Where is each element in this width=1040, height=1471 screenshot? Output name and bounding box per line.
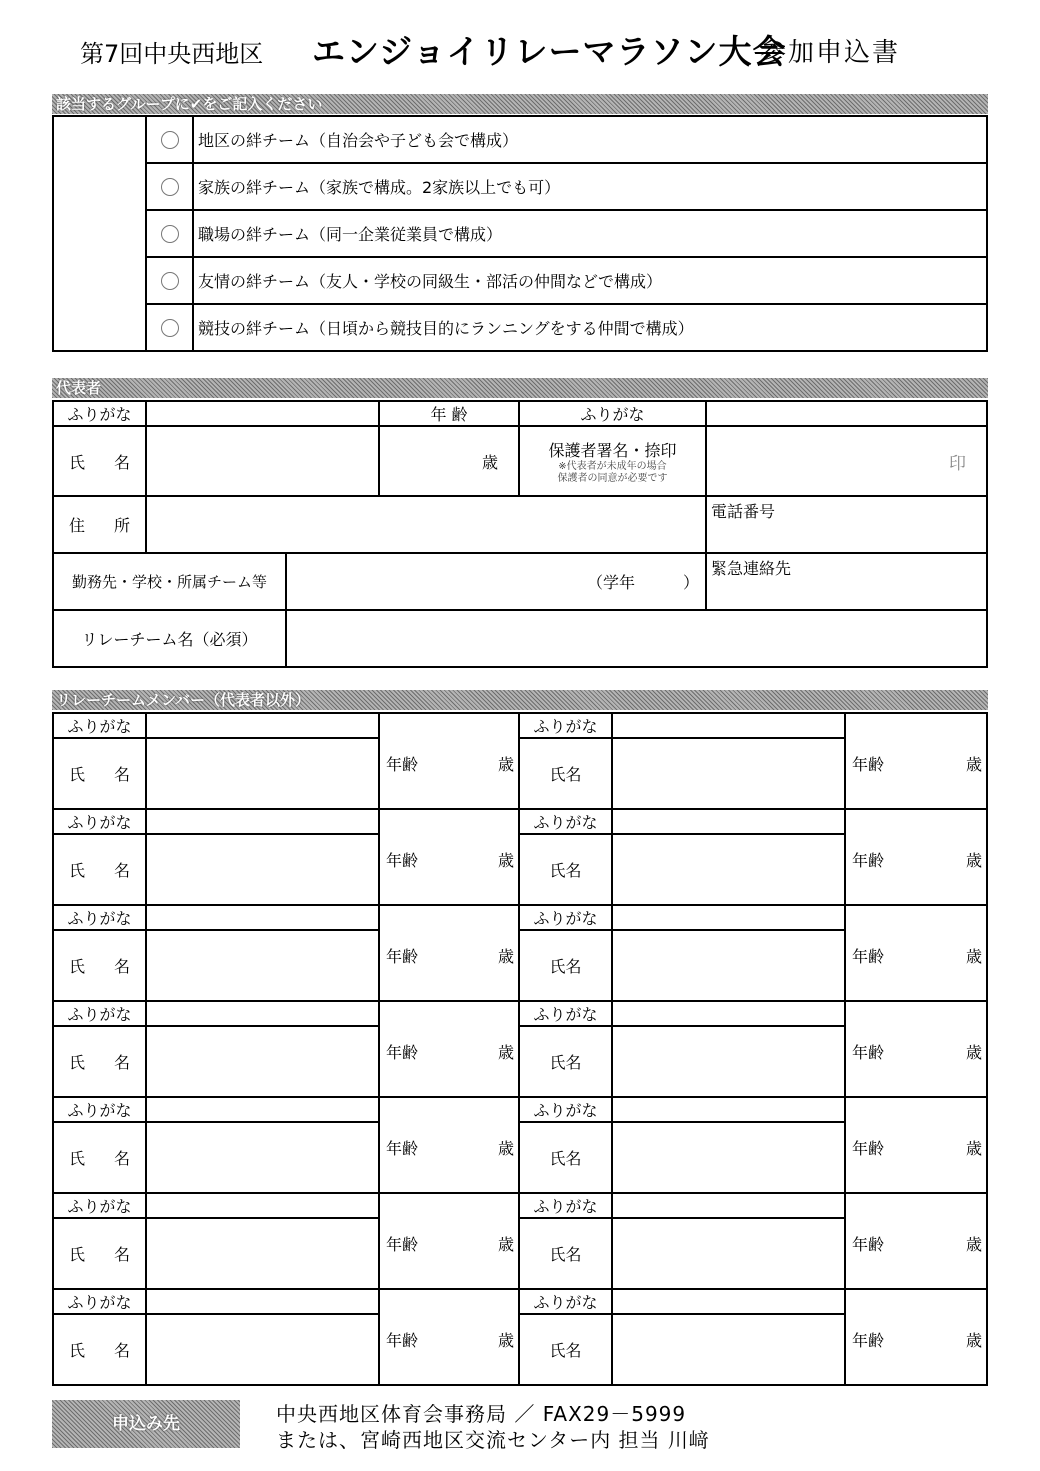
work-label: 勤務先・学校・所属チーム等 — [53, 553, 286, 610]
member-furigana-input[interactable] — [146, 1289, 379, 1314]
member-name-input[interactable] — [612, 738, 845, 809]
stamp-mark: 印 — [949, 453, 966, 474]
member-furigana-label: ふりがな — [53, 905, 146, 930]
team-name-label: リレーチーム名（必須） — [53, 610, 286, 667]
title-suffix: 参加申込書 — [760, 38, 901, 68]
member-age-input[interactable] — [379, 905, 519, 1001]
member-furigana-input[interactable] — [612, 809, 845, 834]
member-age-label: 年齢 — [852, 947, 885, 966]
member-name-label: 氏 名 — [53, 1026, 146, 1097]
rep-furigana-input[interactable] — [146, 401, 379, 426]
member-name-input[interactable] — [146, 834, 379, 905]
title-main: エンジョイリレーマラソン大会 — [312, 32, 787, 71]
member-name-label: 氏 名 — [53, 834, 146, 905]
footer-label: 申込み先 — [52, 1400, 240, 1448]
member-furigana-label: ふりがな — [519, 1097, 612, 1122]
group-table — [52, 115, 988, 352]
radio-option-3[interactable] — [161, 225, 179, 243]
member-age-label: 年齢 — [386, 1043, 419, 1062]
member-name-label: 氏名 — [519, 930, 612, 1001]
title-prefix: 第7回中央西地区 — [80, 40, 264, 68]
member-furigana-input[interactable] — [146, 1001, 379, 1026]
member-name-label: 氏名 — [519, 1218, 612, 1289]
grade-label: （学年 ） — [586, 573, 699, 592]
member-furigana-row — [53, 1001, 987, 1026]
radio-option-1[interactable] — [161, 131, 179, 149]
radio-option-4[interactable] — [161, 272, 179, 290]
member-name-input[interactable] — [612, 1122, 845, 1193]
member-name-label: 氏 名 — [53, 738, 146, 809]
member-furigana-row — [53, 905, 987, 930]
member-furigana-input[interactable] — [146, 809, 379, 834]
member-age-unit: 歳 — [497, 755, 514, 774]
member-age-input[interactable] — [379, 713, 519, 809]
member-furigana-input[interactable] — [612, 713, 845, 738]
team-name-input[interactable] — [286, 610, 987, 667]
member-age-label: 年齢 — [852, 1043, 885, 1062]
rep-age-unit: 歳 — [481, 452, 498, 472]
radio-option-2[interactable] — [161, 178, 179, 196]
member-age-input[interactable] — [379, 1001, 519, 1097]
address-input[interactable] — [146, 496, 706, 553]
member-name-label: 氏 名 — [53, 930, 146, 1001]
member-name-label: 氏 名 — [53, 1314, 146, 1385]
guardian-label: 保護者署名・捺印 — [548, 440, 677, 460]
member-name-label: 氏名 — [519, 1314, 612, 1385]
member-furigana-input[interactable] — [612, 1001, 845, 1026]
member-furigana-label: ふりがな — [519, 1289, 612, 1314]
member-name-input[interactable] — [612, 1314, 845, 1385]
member-age-input[interactable] — [379, 809, 519, 905]
member-age-input[interactable] — [845, 1097, 987, 1193]
member-furigana-input[interactable] — [146, 1097, 379, 1122]
member-name-input[interactable] — [146, 1122, 379, 1193]
option-label-2: 家族の絆チーム（家族で構成。2家族以上でも可） — [193, 163, 987, 210]
member-name-label: 氏名 — [519, 738, 612, 809]
member-age-input[interactable] — [845, 713, 987, 809]
member-age-unit: 歳 — [965, 755, 982, 774]
member-furigana-row — [53, 1193, 987, 1218]
member-furigana-input[interactable] — [612, 1097, 845, 1122]
member-age-unit: 歳 — [497, 1235, 514, 1254]
rep-name-input[interactable] — [146, 426, 379, 496]
member-age-label: 年齢 — [852, 1139, 885, 1158]
member-name-input[interactable] — [146, 738, 379, 809]
member-age-unit: 歳 — [965, 1139, 982, 1158]
member-age-input[interactable] — [845, 1289, 987, 1385]
member-furigana-input[interactable] — [612, 905, 845, 930]
option-label-1: 地区の絆チーム（自治会や子ども会で構成） — [193, 116, 987, 163]
option-label-4: 友情の絆チーム（友人・学校の同級生・部活の仲間などで構成） — [193, 257, 987, 304]
member-name-input[interactable] — [612, 930, 845, 1001]
member-furigana-row — [53, 809, 987, 834]
member-age-label: 年齢 — [852, 1331, 885, 1350]
member-age-input[interactable] — [379, 1289, 519, 1385]
member-name-input[interactable] — [612, 1218, 845, 1289]
member-furigana-label: ふりがな — [53, 1001, 146, 1026]
member-furigana-label: ふりがな — [53, 1289, 146, 1314]
guardian-furigana-input[interactable] — [706, 401, 987, 426]
option-label-3: 職場の絆チーム（同一企業従業員で構成） — [193, 210, 987, 257]
option-label-5: 競技の絆チーム（日頃から競技目的にランニングをする仲間で構成） — [193, 304, 987, 351]
member-age-input[interactable] — [845, 809, 987, 905]
member-age-label: 年齢 — [386, 1139, 419, 1158]
member-name-label: 氏名 — [519, 834, 612, 905]
member-age-unit: 歳 — [965, 1235, 982, 1254]
member-name-input[interactable] — [612, 834, 845, 905]
rep-furigana-label: ふりがな — [53, 401, 146, 426]
member-age-label: 年齢 — [386, 1235, 419, 1254]
phone-label: 電話番号 — [711, 502, 776, 521]
member-section-header: リレーチームメンバー（代表者以外） — [52, 690, 988, 710]
phone-cell[interactable] — [706, 496, 987, 553]
guardian-note-1: ※代表者が未成年の場合 — [558, 460, 667, 472]
rep-section-header: 代表者 — [52, 378, 988, 398]
member-age-unit: 歳 — [497, 1043, 514, 1062]
member-furigana-row — [53, 1289, 987, 1314]
member-age-label: 年齢 — [852, 851, 885, 870]
member-age-input[interactable] — [845, 905, 987, 1001]
member-age-label: 年齢 — [386, 1331, 419, 1350]
member-name-input[interactable] — [146, 1314, 379, 1385]
member-furigana-label: ふりがな — [519, 1001, 612, 1026]
group-section-header: 該当するグループに✔をご記入ください — [52, 94, 988, 114]
member-furigana-label: ふりがな — [519, 809, 612, 834]
member-age-input[interactable] — [379, 1097, 519, 1193]
member-furigana-label: ふりがな — [53, 713, 146, 738]
rep-name-label: 氏 名 — [53, 426, 146, 496]
member-age-unit: 歳 — [965, 1331, 982, 1350]
guardian-signature-input[interactable] — [706, 426, 987, 496]
member-furigana-row — [53, 713, 987, 738]
member-name-label: 氏 名 — [53, 1218, 146, 1289]
member-age-input[interactable] — [379, 1193, 519, 1289]
member-furigana-label: ふりがな — [53, 809, 146, 834]
member-age-unit: 歳 — [965, 947, 982, 966]
guardian-furigana-label: ふりがな — [519, 401, 706, 426]
radio-option-5[interactable] — [161, 319, 179, 337]
emergency-label: 緊急連絡先 — [711, 559, 792, 578]
rep-table — [52, 400, 988, 668]
guardian-label-cell — [519, 426, 706, 496]
member-age-unit: 歳 — [497, 851, 514, 870]
footer-line-1: 中央西地区体育会事務局 ／ FAX29－5999 — [276, 1402, 687, 1426]
member-age-unit: 歳 — [497, 1139, 514, 1158]
member-name-input[interactable] — [146, 1026, 379, 1097]
member-age-unit: 歳 — [965, 1043, 982, 1062]
member-name-label: 氏 名 — [53, 1122, 146, 1193]
member-age-label: 年齢 — [386, 755, 419, 774]
member-age-input[interactable] — [845, 1001, 987, 1097]
member-name-input[interactable] — [146, 1218, 379, 1289]
member-furigana-label: ふりがな — [53, 1193, 146, 1218]
member-table — [52, 712, 988, 1386]
emergency-cell[interactable] — [706, 553, 987, 610]
member-furigana-label: ふりがな — [519, 905, 612, 930]
member-age-label: 年齢 — [386, 851, 419, 870]
member-age-unit: 歳 — [965, 851, 982, 870]
member-furigana-row — [53, 1097, 987, 1122]
footer-line-2: または、宮崎西地区交流センター内 担当 川﨑 — [276, 1428, 710, 1452]
member-furigana-label: ふりがな — [519, 1193, 612, 1218]
member-age-unit: 歳 — [497, 947, 514, 966]
member-name-label: 氏名 — [519, 1122, 612, 1193]
work-input[interactable] — [286, 553, 706, 610]
member-furigana-label: ふりがな — [519, 713, 612, 738]
member-furigana-input[interactable] — [612, 1193, 845, 1218]
member-name-input[interactable] — [612, 1026, 845, 1097]
member-furigana-input[interactable] — [146, 713, 379, 738]
rep-age-input[interactable] — [379, 426, 519, 496]
member-furigana-label: ふりがな — [53, 1097, 146, 1122]
member-age-label: 年齢 — [852, 755, 885, 774]
member-age-label: 年齢 — [852, 1235, 885, 1254]
member-age-input[interactable] — [845, 1193, 987, 1289]
rep-age-label: 年 齢 — [379, 401, 519, 426]
guardian-note-2: 保護者の同意が必要です — [557, 472, 668, 484]
member-age-label: 年齢 — [386, 947, 419, 966]
page-title — [0, 26, 1040, 76]
address-label: 住 所 — [53, 496, 146, 553]
member-furigana-input[interactable] — [612, 1289, 845, 1314]
member-name-label: 氏名 — [519, 1026, 612, 1097]
member-furigana-input[interactable] — [146, 1193, 379, 1218]
member-name-input[interactable] — [146, 930, 379, 1001]
member-age-unit: 歳 — [497, 1331, 514, 1350]
group-blank-cell — [53, 116, 146, 351]
member-furigana-input[interactable] — [146, 905, 379, 930]
